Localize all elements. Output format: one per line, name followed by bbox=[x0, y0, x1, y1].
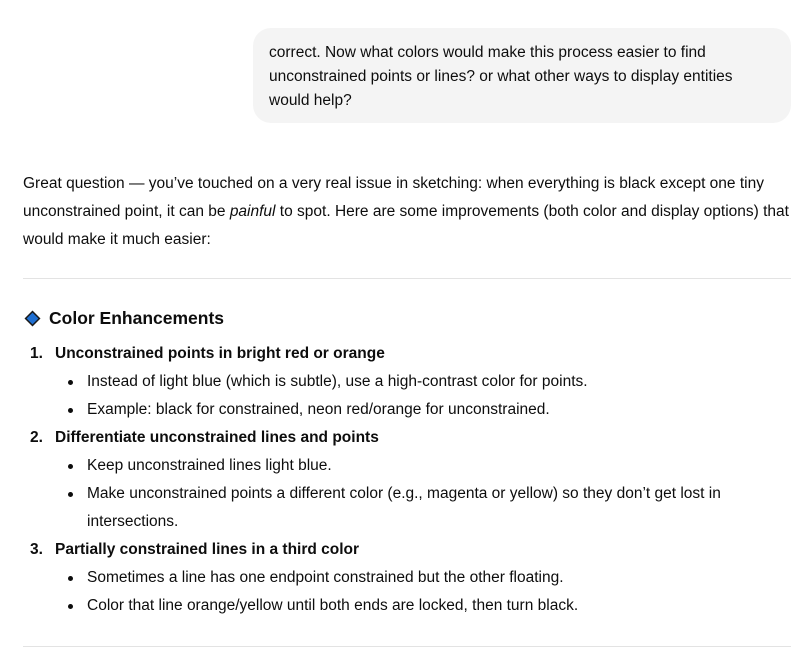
sub-list-text: Keep unconstrained lines light blue. bbox=[87, 457, 332, 474]
section-divider-bottom bbox=[23, 646, 791, 647]
user-message-bubble bbox=[253, 28, 791, 123]
assistant-message bbox=[23, 170, 793, 254]
list-item-title: Differentiate unconstrained lines and points bbox=[55, 429, 379, 446]
sub-list bbox=[30, 368, 790, 424]
intro-text-after: to spot. Here are some improvements (both color and display options) that would make it much easier: bbox=[23, 203, 789, 248]
list-item bbox=[30, 424, 790, 536]
sub-list-text: Sometimes a line has one endpoint constrained but the other floating. bbox=[87, 569, 564, 586]
list-item bbox=[30, 340, 790, 424]
bullet-icon bbox=[68, 380, 73, 385]
intro-text-before: Great question — you’ve touched on a very real issue in sketching: when everything is black except one tiny unconstrained point, it can be bbox=[23, 175, 764, 220]
sub-list-text: Example: black for constrained, neon red/orange for unconstrained. bbox=[87, 401, 550, 418]
list-item-title: Partially constrained lines in a third color bbox=[55, 541, 360, 558]
list-item-title: Unconstrained points in bright red or orange bbox=[55, 345, 385, 362]
bullet-icon bbox=[68, 576, 73, 581]
bullet-icon bbox=[68, 464, 73, 469]
list-item-number: 3. bbox=[30, 541, 43, 558]
sub-list-item bbox=[30, 480, 790, 536]
sub-list-text: Instead of light blue (which is subtle), use a high-contrast color for points. bbox=[87, 373, 588, 390]
sub-list-item bbox=[30, 452, 790, 480]
sub-list-text: Color that line orange/yellow until both ends are locked, then turn black. bbox=[87, 597, 579, 614]
section-title: Color Enhancements bbox=[49, 308, 225, 328]
section-heading bbox=[24, 308, 224, 329]
blue-diamond-icon bbox=[24, 310, 41, 327]
sub-list-item bbox=[30, 592, 790, 620]
enhancement-list bbox=[30, 340, 790, 620]
sub-list bbox=[30, 564, 790, 620]
sub-list-item bbox=[30, 396, 790, 424]
assistant-intro bbox=[23, 170, 793, 254]
section-divider-top bbox=[23, 278, 791, 279]
bullet-icon bbox=[68, 492, 73, 497]
intro-emphasis: painful bbox=[229, 203, 276, 220]
list-item-number: 2. bbox=[30, 429, 43, 446]
bullet-icon bbox=[68, 604, 73, 609]
sub-list bbox=[30, 452, 790, 536]
sub-list-item bbox=[30, 564, 790, 592]
list-item bbox=[30, 536, 790, 620]
sub-list-text: Make unconstrained points a different color (e.g., magenta or yellow) so they don’t get lost in intersections. bbox=[87, 485, 721, 530]
bullet-icon bbox=[68, 408, 73, 413]
list-item-number: 1. bbox=[30, 345, 43, 362]
user-message-text: correct. Now what colors would make this process easier to find unconstrained points or lines? or what other ways to display entities would help? bbox=[269, 44, 733, 109]
sub-list-item bbox=[30, 368, 790, 396]
